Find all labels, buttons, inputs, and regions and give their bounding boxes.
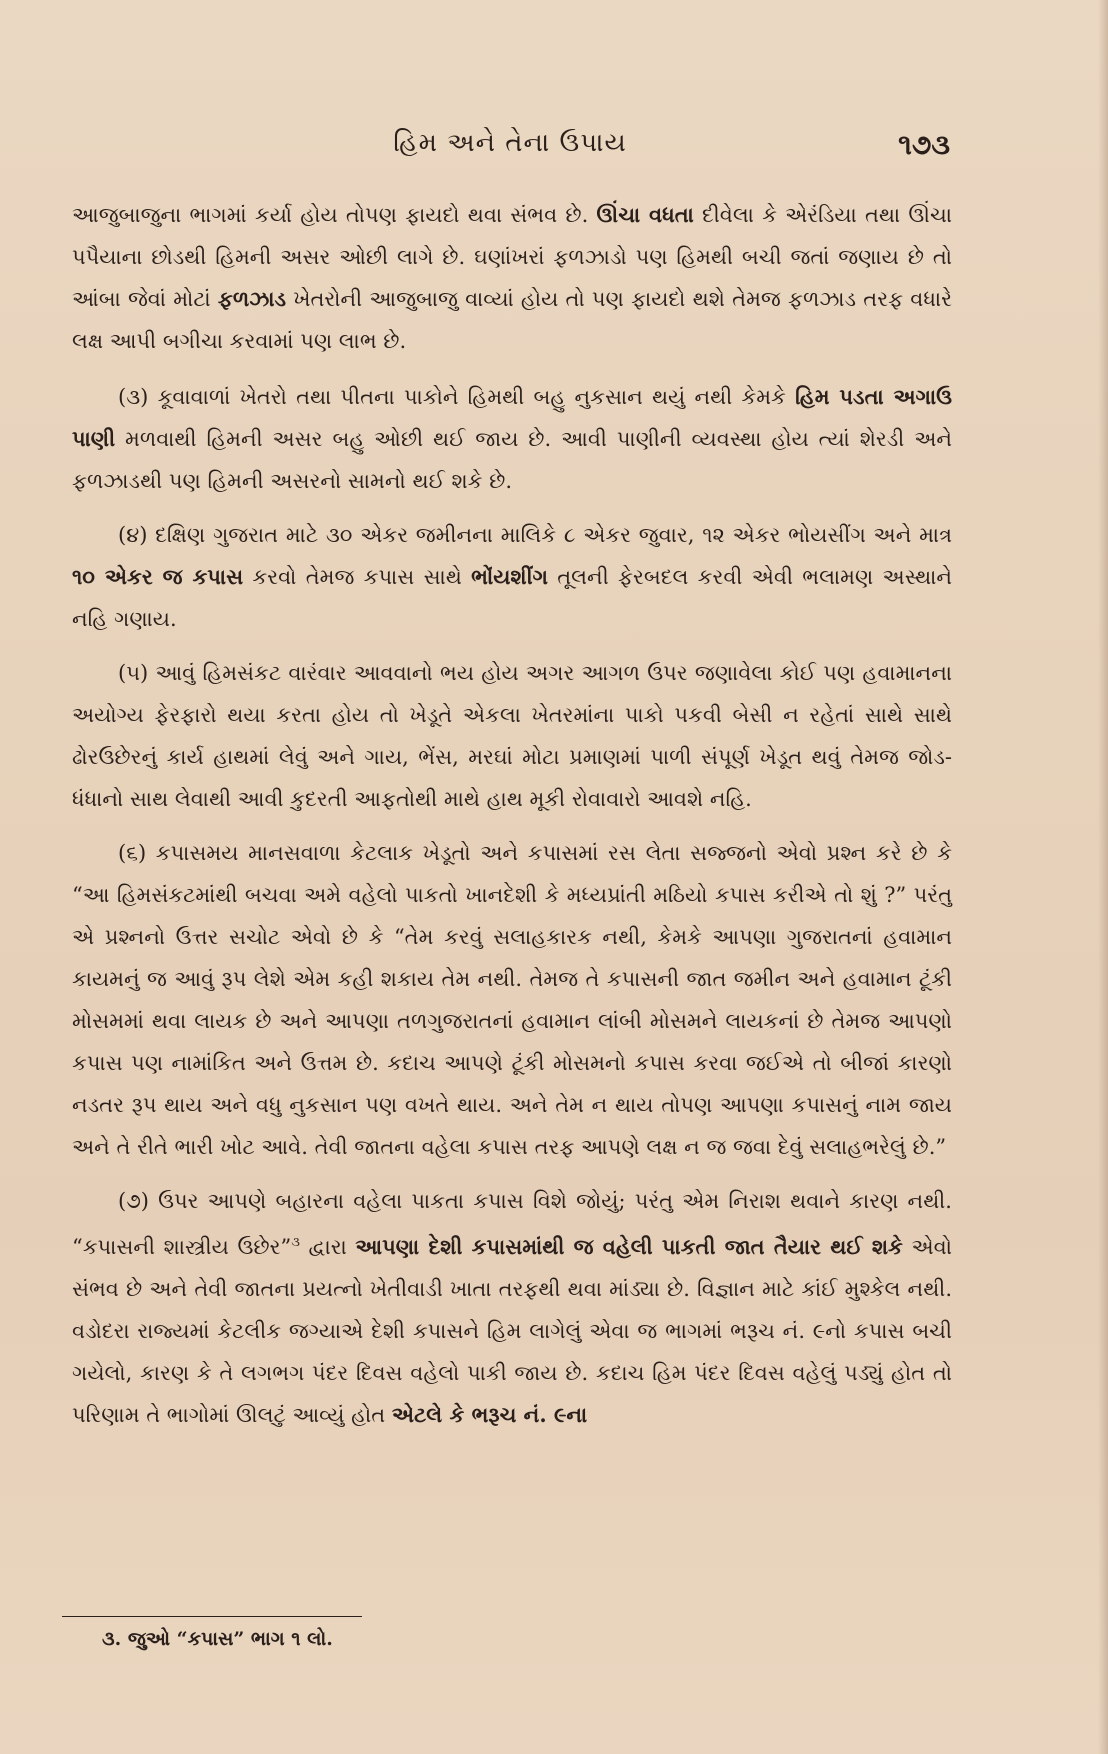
text-run: (૩) કૂવાવાળાં ખેતરો તથા પીતના પાકોને હિમથી બહુ નુકસાન થયું નથી કેમકે <box>118 385 796 409</box>
paragraph-continued <box>72 194 952 362</box>
page-number: ૧૭૩ <box>898 128 950 161</box>
bold-phrase: ફળઝાડ <box>217 286 287 311</box>
text-run: (૬) કપાસમય માનસવાળા કેટલાક ખેડૂતો અને કપાસમાં રસ લેતા સજ્જનો એવો પ્રશ્ન કરે છે કે “આ હિમસંકટમાંથી બચવા અમે વહેલો પાકતો ખાનદેશી કે મધ્યપ્રાંતી મઠિયો કપાસ કરીએ તો શું ?” પરંતુ એ પ્રશ્નનો ઉત્તર સચોટ એવો છે કે “તેમ કરવું સલાહકારક નથી, કેમકે આપણા ગુજરાતનાં હવામાન કાયમનું જ આવું રૂપ લેશે એમ કહી શકાય તેમ નથી. તેમજ તે કપાસની જાત જમીન અને હવામાન ટૂંકી મોસમમાં થવા લાયક છે અને આપણા તળગુજરાતનાં હવામાન લાંબી મોસમને લાયકનાં છે તેમજ આપણો કપાસ પણ નામાંકિત અને ઉત્તમ છે. કદાચ આપણે ટૂંકી મોસમનો કપાસ કરવા જઈએ તો બીજાં કારણો નડતર રૂપ થાય અને વધુ નુકસાન પણ વખતે થાય. અને તેમ ન થાય તોપણ આપણા કપાસનું નામ જાય અને તે રીતે ભારી ખોટ આવે. તેવી જાતના વહેલા કપાસ તરફ આપણે લક્ષ ન જ જવા દેવું સલાહભરેલું છે.” <box>72 841 952 1159</box>
footnote: ૩. જુઓ “કપાસ” ભાગ ૧ લો. <box>102 1628 333 1650</box>
text-run: દીવેલા કે એરંડિયા તથા ઊંચા પપૈયાના છોડથી હિમની અસર ઓછી લાગે છે. ઘણાંખરાં ફળઝાડો પણ હિમથી બચી જતાં જણાય છે તો આંબા જેવાં મોટાં <box>72 203 952 311</box>
bold-phrase: ૧૦ એકર જ કપાસ <box>72 564 244 589</box>
bold-phrase: ભોંયશીંગ <box>471 564 548 589</box>
footnote-marker: ૩ <box>291 1235 300 1250</box>
text-run: ખેતરોની આજુબાજુ વાવ્યાં હોય તો પણ ફાયદો થશે તેમજ ફળઝાડ તરફ વધારે લક્ષ આપી બગીચા કરવામાં પણ લાભ છે. <box>72 287 952 353</box>
paragraph-5 <box>72 652 952 820</box>
text-run: (૭) ઉપર આપણે બહારના વહેલા પાકતા કપાસ વિશે જોયું; પરંતુ એમ નિરાશ થવાને કારણ નથી. “કપાસની શાસ્ત્રીય ઉછેર” <box>72 1189 952 1259</box>
text-run: તૂલની ફેરબદલ કરવી એવી ભલામણ અસ્થાને નહિ ગણાય. <box>72 565 952 631</box>
bold-phrase: ઊંચા વધતા <box>596 202 694 227</box>
text-run: (૫) આવું હિમસંકટ વારંવાર આવવાનો ભય હોય અગર આગળ ઉપર જણાવેલા કોઈ પણ હવામાનના અયોગ્ય ફેરફારો થયા કરતા હોય તો ખેડૂતે એકલા ખેતરમાંના પાકો પકવી બેસી ન રહેતાં સાથે સાથે ઢોરઉછેરનું કાર્ય હાથમાં લેવું અને ગાય, ભેંસ, મરઘાં મોટા પ્રમાણમાં પાળી સંપૂર્ણ ખેડૂત થવું તેમજ જોડ-ધંધાનો સાથ લેવાથી આવી કુદરતી આફતોથી માથે હાથ મૂકી રોવાવારો આવશે નહિ. <box>72 661 952 811</box>
body-text <box>72 194 952 1448</box>
text-run: (૪) દક્ષિણ ગુજરાત માટે ૩૦ એકર જમીનના માલિકે ૮ એકર જુવાર, ૧૨ એકર ભોયસીંગ અને માત્ર <box>118 523 952 547</box>
text-run: એવો સંભવ છે અને તેવી જાતના પ્રયત્નો ખેતીવાડી ખાતા તરફથી થવા માંડ્યા છે. વિજ્ઞાન માટે કાંઈ મુશ્કેલ નથી. વડોદરા રાજ્યમાં કેટલીક જગ્યાએ દેશી કપાસને હિમ લાગેલું એવા જ ભાગમાં ભરૂચ નં. ૯નો કપાસ બચી ગયેલો, કારણ કે તે લગભગ પંદર દિવસ વહેલો પાકી જાય છે. કદાચ હિમ પંદર દિવસ વહેલું પડ્યું હોત તો પરિણામ તે ભાગોમાં ઊલટું આવ્યું હોત <box>72 1235 952 1427</box>
footnote-divider <box>62 1616 362 1617</box>
page-edge-shadow <box>1098 0 1108 1754</box>
text-run: દ્વારા <box>299 1235 356 1259</box>
bold-phrase: હિમ પડતા અગાઉ પાણી <box>72 384 952 451</box>
text-run: કરવો તેમજ કપાસ સાથે <box>243 565 472 589</box>
text-run: મળવાથી હિમની અસર બહુ ઓછી થઈ જાય છે. આવી પાણીની વ્યવસ્થા હોય ત્યાં શેરડી અને ફળઝાડથી પણ હિમની અસરનો સામનો થઈ શકે છે. <box>72 427 952 493</box>
paragraph-4 <box>72 514 952 640</box>
text-run: આજુબાજુના ભાગમાં કર્યા હોય તોપણ ફાયદો થવા સંભવ છે. <box>72 203 597 227</box>
running-title: હિમ અને તેના ઉપાય <box>393 128 627 158</box>
paragraph-3 <box>72 376 952 502</box>
paragraph-7 <box>72 1180 952 1436</box>
bold-phrase: એટલે કે ભરૂચ નં. ૯ના <box>391 1402 588 1427</box>
page-header <box>70 128 950 168</box>
bold-phrase: આપણા દેશી કપાસમાંથી જ વહેલી પાકતી જાત તૈયાર થઈ શકે <box>355 1234 903 1259</box>
paragraph-6 <box>72 832 952 1168</box>
